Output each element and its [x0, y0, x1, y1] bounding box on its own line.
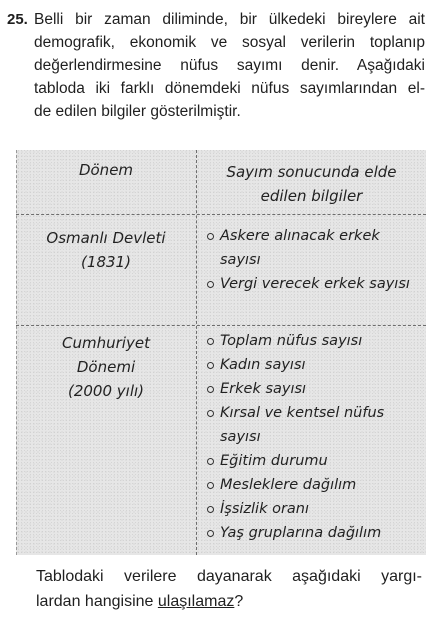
period-line: Osmanlı Devleti [46, 229, 166, 247]
header-period: Dönem [78, 161, 134, 179]
census-table [16, 150, 426, 555]
list-item: Vergi verecek erkek sayısı [206, 272, 424, 296]
list-item: Kırsal ve kentsel nüfus sayısı [206, 401, 424, 449]
period-line: (2000 yılı) [67, 382, 145, 400]
header-info-line: edilen bilgiler [260, 187, 363, 205]
header-info [197, 160, 426, 208]
stem-line: demografik, ekonomik ve sosyal verilerin toplanıp [34, 34, 425, 51]
stem-line: tabloda iki farklı dönemdeki nüfus sayımlarından el- [34, 80, 425, 97]
period-ottoman [16, 226, 196, 274]
question-prompt [36, 564, 422, 614]
period-line: Cumhuriyet [62, 334, 150, 352]
list-item: Mesleklere dağılım [206, 473, 424, 497]
question-number: 25. [7, 11, 28, 28]
list-item: Yaş gruplarına dağılım [206, 521, 424, 545]
header-info-line: Sayım sonucunda elde [226, 163, 397, 181]
list-item: Toplam nüfus sayısı [206, 329, 424, 353]
prompt-line [36, 589, 422, 614]
prompt-prefix: lardan hangisine [36, 593, 158, 610]
period-line: Dönemi [76, 358, 136, 376]
period-line: (1831) [81, 253, 131, 271]
row-divider [16, 325, 426, 326]
question-stem [34, 8, 425, 123]
list-item: İşsizlik oranı [206, 497, 424, 521]
list-item: Eğitim durumu [206, 449, 424, 473]
list-item: Kadın sayısı [206, 353, 424, 377]
list-item: Askere alınacak erkek sayısı [206, 224, 424, 272]
prompt-line: Tablodaki verilere dayanarak aşağıdaki yargı- [36, 568, 422, 585]
republic-info-list [206, 329, 424, 545]
stem-line: değerlendirmesine nüfus sayımı denir. Aşağıdaki [34, 57, 425, 74]
column-divider [196, 150, 197, 555]
list-item: Erkek sayısı [206, 377, 424, 401]
period-republic [16, 331, 196, 403]
stem-line: Belli bir zaman diliminde, bir ülkedeki bireylere ait [34, 11, 425, 28]
prompt-emphasis: ulaşılamaz [157, 593, 235, 610]
ottoman-info-list [206, 224, 424, 296]
stem-line: de edilen bilgiler gösterilmiştir. [34, 103, 241, 120]
header-divider [16, 214, 426, 215]
prompt-suffix: ? [234, 593, 244, 610]
